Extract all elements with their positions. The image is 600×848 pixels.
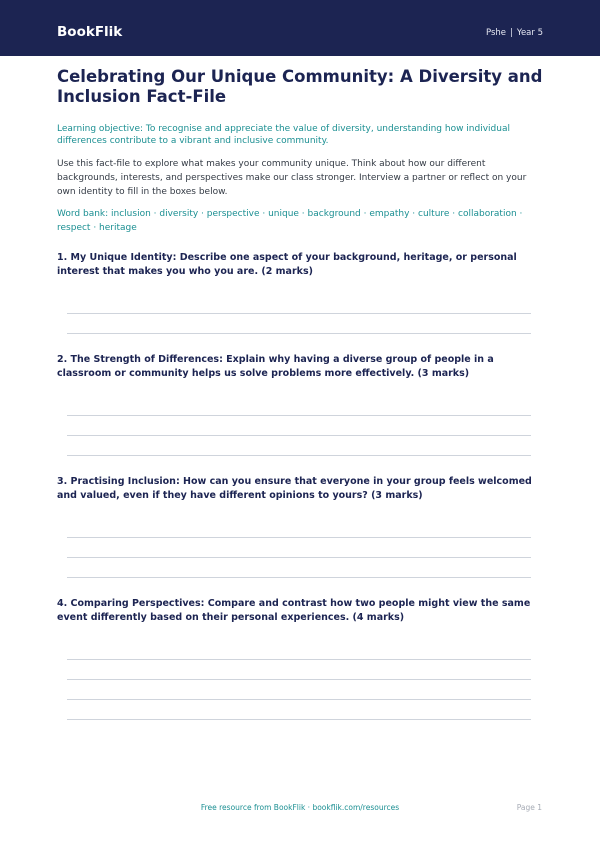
answer-line[interactable] xyxy=(67,577,531,578)
page-header xyxy=(0,0,600,56)
answer-line[interactable] xyxy=(67,455,531,456)
subject-label: Pshe xyxy=(485,28,507,38)
subject-year-label xyxy=(486,26,543,40)
footer-resource-link[interactable]: Free resource from BookFlik · bookflik.com/resources xyxy=(200,803,400,812)
question-3: 3. Practising Inclusion: How can you ensure that everyone in your group feels welcomed and valued, even if they have different opinions to yours? (3 marks) xyxy=(57,476,532,501)
meta-separator: | xyxy=(510,28,513,38)
worksheet-title: Celebrating Our Unique Community: A Diversity and Inclusion Fact-File xyxy=(57,67,543,106)
answer-line[interactable] xyxy=(67,415,531,416)
question-1: 1. My Unique Identity: Describe one aspect of your background, heritage, or personal interest that makes you who you are. (2 marks) xyxy=(57,252,517,277)
answer-line[interactable] xyxy=(67,659,531,660)
answer-line[interactable] xyxy=(67,557,531,558)
answer-line[interactable] xyxy=(67,679,531,680)
answer-line[interactable] xyxy=(67,313,531,314)
answer-line[interactable] xyxy=(67,699,531,700)
year-label: Year 5 xyxy=(516,28,543,38)
answer-line[interactable] xyxy=(67,435,531,436)
question-4: 4. Comparing Perspectives: Compare and contrast how two people might view the same event differently based on their personal experiences. (4 marks) xyxy=(57,598,531,623)
question-2: 2. The Strength of Differences: Explain why having a diverse group of people in a classroom or community helps us solve problems more effectively. (3 marks) xyxy=(57,354,494,379)
word-bank: Word bank: inclusion · diversity · perspective · unique · background · empathy · culture · collaboration · respect · heritage xyxy=(57,209,523,233)
page-number: Page 1 xyxy=(516,803,542,812)
learning-objective: Learning objective: To recognise and appreciate the value of diversity, understanding how individual differences contribute to a vibrant and inclusive community. xyxy=(57,124,510,146)
answer-line[interactable] xyxy=(67,719,531,720)
answer-line[interactable] xyxy=(67,537,531,538)
brand-logo[interactable]: BookFlik xyxy=(57,24,123,40)
answer-line[interactable] xyxy=(67,333,531,334)
intro-instructions: Use this fact-file to explore what makes your community unique. Think about how our different backgrounds, interests, and perspectives make our class stronger. Interview a partner or reflect on your own identity to fill in the boxes below. xyxy=(57,159,527,197)
